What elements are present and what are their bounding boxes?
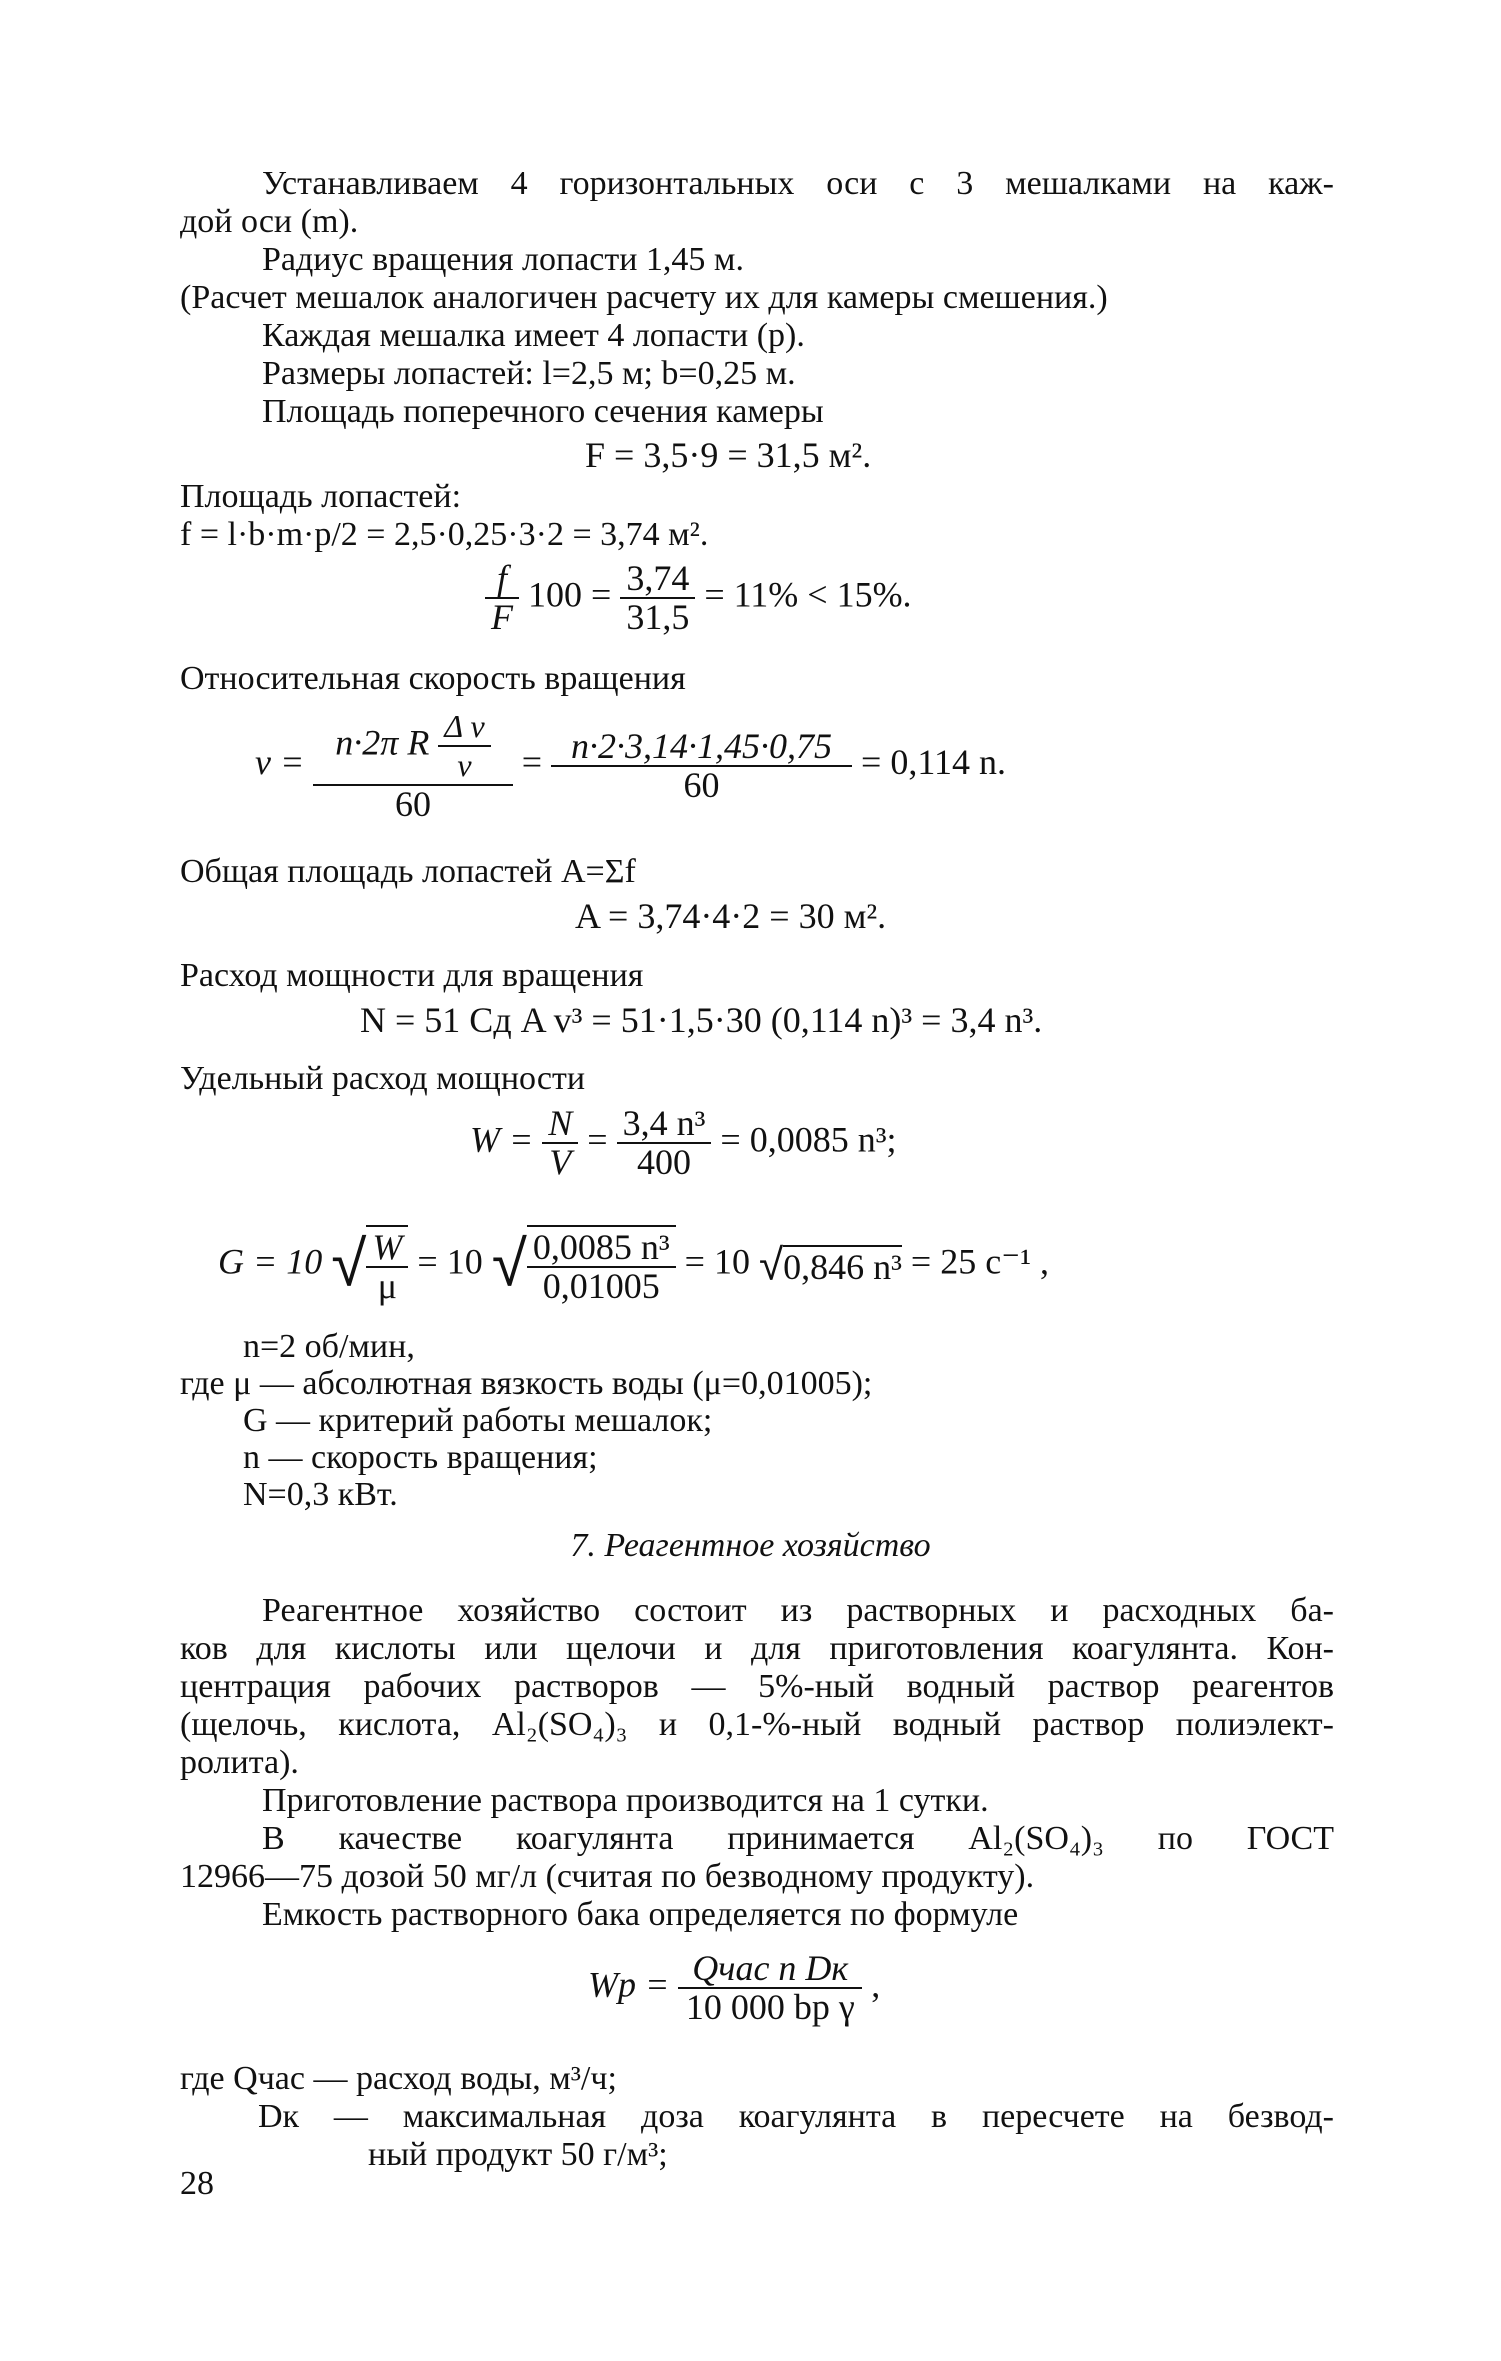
G-tail: = 25 c⁻¹ , — [910, 1241, 1049, 1282]
v-num-1 — [313, 708, 512, 786]
note-mu: где μ — абсолютная вязкость воды (μ=0,01005); — [180, 1365, 873, 1402]
dims-text: Размеры лопастей: l=2,5 м; b=0,25 м. — [262, 355, 796, 392]
section-p4: Емкость растворного бака определяется по формуле — [262, 1896, 1019, 1933]
W-fraction-1 — [542, 1105, 578, 1181]
v-lhs: v = — [255, 741, 305, 782]
v-num-2: n·2·3,14·1,45·0,75 — [551, 728, 852, 767]
v-tail: = 0,114 n. — [861, 741, 1006, 782]
v-fraction-1 — [313, 708, 512, 823]
section-heading: 7. Реагентное хозяйство — [570, 1527, 931, 1564]
G-den-2: 0,01005 — [542, 1266, 660, 1306]
formula-v — [255, 708, 1006, 823]
formula-W — [470, 1105, 897, 1181]
sqrt-sign-2: √ — [491, 1227, 527, 1302]
ratio-num-f: f — [485, 560, 519, 599]
W-eq: = — [587, 1119, 608, 1160]
W-num-1: N — [542, 1105, 578, 1144]
G-lhs: G = 10 — [218, 1241, 323, 1282]
ratio-den-F: F — [491, 597, 513, 637]
cross-section-text: Площадь поперечного сечения камеры — [262, 393, 824, 430]
blades-text: Каждая мешалка имеет 4 лопасти (p). — [262, 317, 805, 354]
W-lhs: W = — [470, 1119, 534, 1160]
v-den-2: 60 — [683, 764, 720, 805]
G-num-1: W — [366, 1229, 408, 1268]
radius-text: Радиус вращения лопасти 1,45 м. — [262, 241, 744, 278]
Wp-lhs: Wр = — [588, 1964, 670, 2005]
v-fraction-2 — [551, 725, 852, 805]
Wp-den: 10 000 bр γ — [685, 1987, 855, 2027]
intro-line-2: дой оси (m). — [180, 203, 359, 240]
sqrt-1 — [366, 1225, 408, 1305]
section-p3-line-2: 12966—75 дозой 50 мг/л (считая по безводному продукту). — [180, 1858, 1035, 1895]
formula-ratio — [485, 560, 912, 636]
blade-area-label: Площадь лопастей: — [180, 478, 462, 515]
v-inner-fraction — [438, 708, 490, 784]
note-G: G — критерий работы мешалок; — [243, 1402, 713, 1439]
calc-note-text: (Расчет мешалок аналогичен расчету их для камеры смешения.) — [180, 279, 1108, 316]
section-p3-line-1: В качестве коагулянта принимается Al₂(SO₄)₃ по ГОСТ — [262, 1820, 1334, 1857]
section-p1-line-1: Реагентное хозяйство состоит из растворных и расходных ба- — [262, 1592, 1334, 1629]
W-num-2: 3,4 n³ — [617, 1105, 712, 1144]
formula-F: F = 3,5·9 = 31,5 м². — [585, 435, 872, 475]
ratio-num: 3,74 — [620, 560, 695, 599]
v-eq: = — [521, 741, 543, 782]
rel-speed-label: Относительная скорость вращения — [180, 660, 686, 697]
def-Q: где Qчас — расход воды, м³/ч; — [180, 2060, 617, 2097]
section-p1-line-3: центрация рабочих растворов — 5%-ный водный раствор реагентов — [180, 1668, 1334, 1705]
ratio-fraction-1 — [485, 560, 519, 636]
formula-G — [218, 1225, 1049, 1305]
formula-A: A = 3,74·4·2 = 30 м². — [575, 896, 887, 936]
section-p2: Приготовление раствора производится на 1 сутки. — [262, 1782, 989, 1819]
W-tail: = 0,0085 n³; — [720, 1119, 897, 1160]
W-fraction-2 — [617, 1105, 712, 1181]
ratio-fraction-2 — [620, 560, 695, 636]
formula-f: f = l·b·m·p/2 = 2,5·0,25·3·2 = 3,74 м². — [180, 516, 709, 553]
G-fraction-1 — [366, 1229, 408, 1305]
v-den-1: 60 — [395, 784, 431, 824]
G-mid: = 10 — [417, 1241, 483, 1282]
sqrt-sign-3: √ — [758, 1239, 784, 1291]
ratio-den: 31,5 — [626, 597, 690, 637]
G-mid-2: = 10 — [684, 1241, 750, 1282]
sqrt-sign-1: √ — [331, 1227, 367, 1302]
section-p1-line-2: ков для кислоты или щелочи и для приготовления коагулянта. Кон- — [180, 1630, 1334, 1667]
section-p1-line-5: ролита). — [180, 1744, 299, 1781]
v-num-a: n·2π R — [335, 722, 430, 763]
N-label: Расход мощности для вращения — [180, 957, 644, 994]
note-N: N=0,3 кВт. — [243, 1476, 398, 1513]
sqrt-2 — [527, 1225, 676, 1305]
v-inner-bot: v — [457, 747, 472, 783]
A-label: Общая площадь лопастей A=Σf — [180, 853, 636, 890]
formula-N: N = 51 Cд A v³ = 51·1,5·30 (0,114 n)³ = 3,4 n³. — [360, 1000, 1043, 1040]
G-num-2: 0,0085 n³ — [527, 1229, 676, 1268]
Wp-num: Qчас n Dк — [678, 1950, 862, 1989]
def-D-line-1: Dк — максимальная доза коагулянта в пересчете на безвод- — [258, 2098, 1334, 2135]
sqrt-3: 0,846 n³ — [783, 1246, 902, 1287]
G-den-1: μ — [377, 1266, 398, 1306]
Wp-fraction — [678, 1950, 862, 2026]
v-inner-top: Δ v — [438, 708, 490, 747]
ratio-tail: = 11% < 15%. — [704, 574, 912, 615]
page-number: 28 — [180, 2165, 214, 2202]
W-den-1: V — [549, 1142, 572, 1182]
W-label: Удельный расход мощности — [180, 1060, 586, 1097]
def-D-line-2: ный продукт 50 г/м³; — [368, 2136, 668, 2173]
formula-Wp — [588, 1950, 880, 2026]
ratio-mid: 100 = — [528, 574, 612, 615]
section-p1-line-4: (щелочь, кислота, Al₂(SO₄)₃ и 0,1-%-ный водный раствор полиэлект- — [180, 1706, 1334, 1743]
note-n-def: n — скорость вращения; — [243, 1439, 598, 1476]
G-fraction-2 — [527, 1229, 676, 1305]
note-n: n=2 об/мин, — [243, 1328, 415, 1365]
Wp-tail: , — [871, 1964, 881, 2005]
W-den-2: 400 — [637, 1142, 691, 1182]
intro-line-1: Устанавливаем 4 горизонтальных оси с 3 мешалками на каж- — [262, 165, 1334, 202]
